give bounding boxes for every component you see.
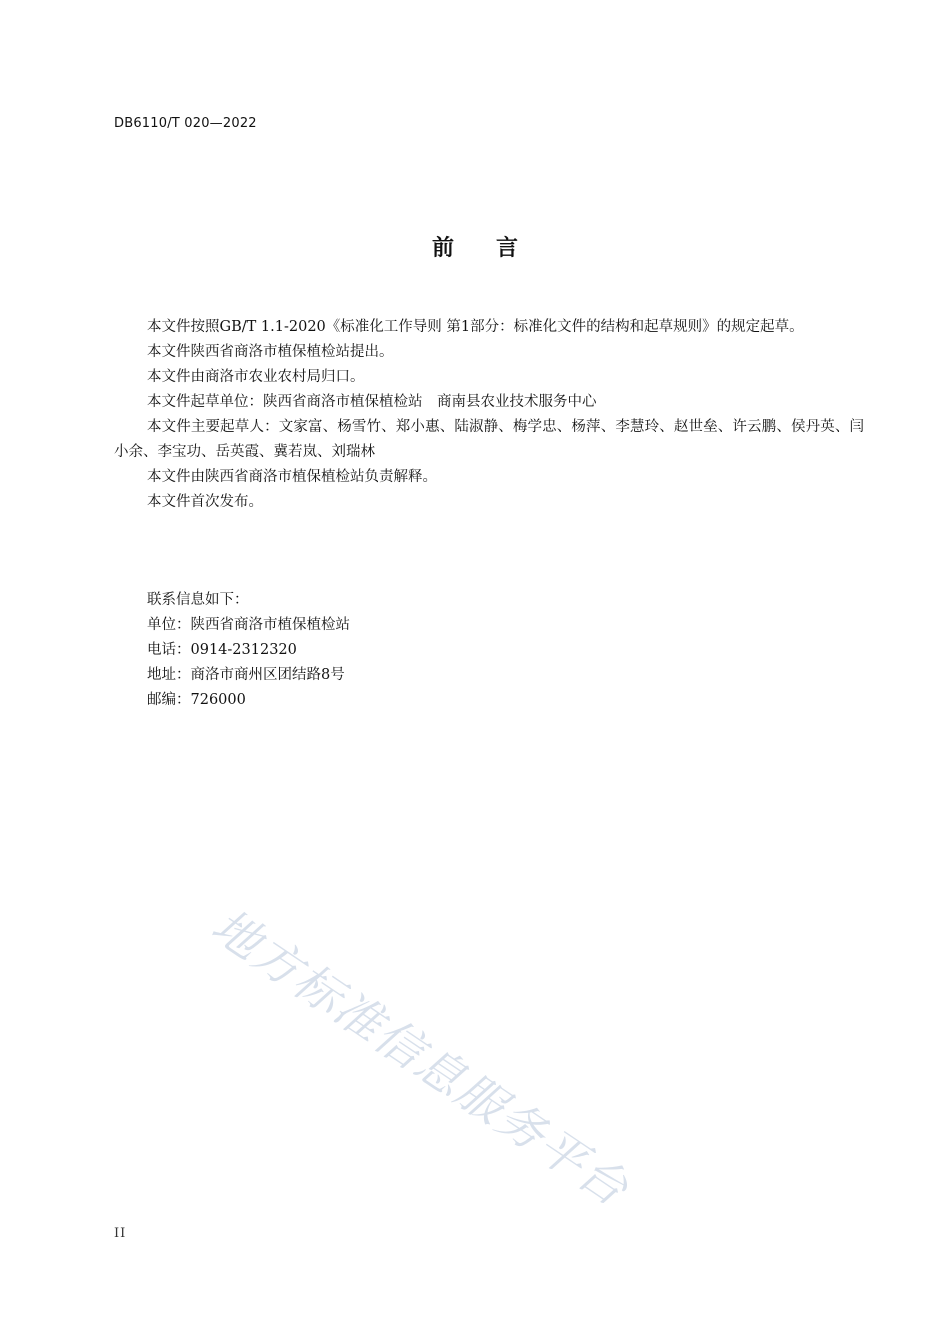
watermark: 地方标准信息服务平台 <box>201 898 639 1218</box>
paragraph-centralized-unit: 本文件由商洛市农业农村局归口。 <box>147 369 365 385</box>
paragraph-first-release: 本文件首次发布。 <box>147 494 263 510</box>
foreword-body <box>114 315 864 515</box>
page-number: II <box>114 1226 127 1241</box>
paragraph-proposer: 本文件陕西省商洛市植保植检站提出。 <box>147 344 394 360</box>
paragraph-interpretation: 本文件由陕西省商洛市植保植检站负责解释。 <box>147 469 437 485</box>
paragraph-drafters: 本文件主要起草人：文家富、杨雪竹、郑小惠、陆淑静、梅学忠、杨萍、李慧玲、赵世垒、许云鹏、侯丹英、闫小余、李宝功、岳英霞、冀若岚、刘瑞林 <box>114 419 864 460</box>
contact-unit: 单位：陕西省商洛市植保植检站 <box>147 617 350 633</box>
document-code: DB6110/T 020—2022 <box>114 116 257 131</box>
contact-address: 地址：商洛市商州区团结路8号 <box>147 667 345 683</box>
contact-phone: 电话：0914-2312320 <box>147 642 297 658</box>
contact-info <box>114 588 864 713</box>
paragraph-drafting-units: 本文件起草单位：陕西省商洛市植保植检站 商南县农业技术服务中心 <box>147 394 597 410</box>
paragraph-drafting-rules: 本文件按照GB/T 1.1-2020《标准化工作导则 第1部分：标准化文件的结构和起草规则》的规定起草。 <box>147 319 804 335</box>
page-title: 前言 <box>431 236 560 261</box>
contact-heading: 联系信息如下： <box>147 592 249 608</box>
contact-postcode: 邮编：726000 <box>147 692 246 708</box>
